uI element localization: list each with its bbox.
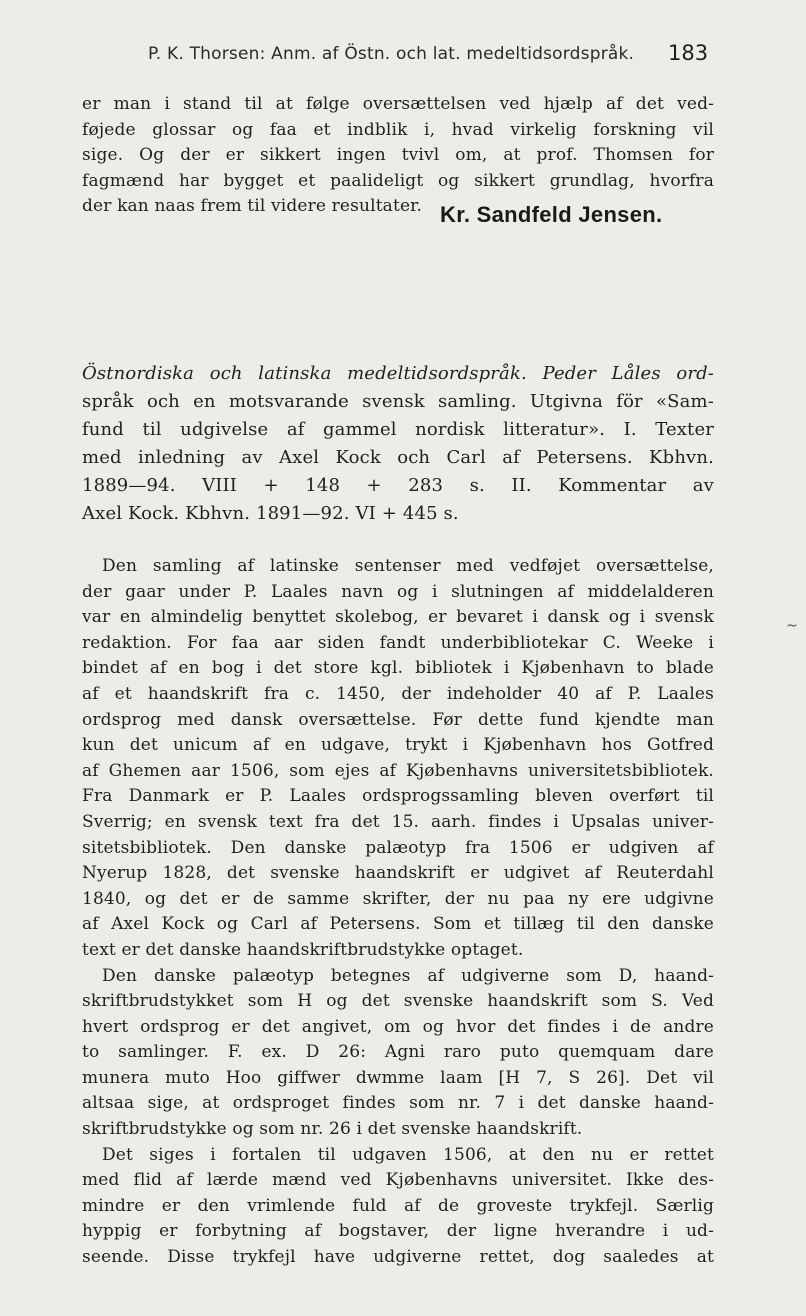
- text-line: Det siges i fortalen til udgaven 1506, at den nu er rettet: [102, 1144, 714, 1165]
- text-line: af Ghemen aar 1506, som ejes af Kjøbenhavns universitetsbibliotek.: [82, 760, 714, 781]
- text-line: Den samling af latinske sentenser med vedføjet oversættelse,: [102, 556, 714, 576]
- text-line: skriftbrudstykket som H og det svenske haandskrift som S. Ved: [82, 991, 714, 1012]
- text-line: Den danske palæotyp betegnes af udgiverne som D, haand-: [102, 965, 714, 986]
- text-line: mindre er den vrimlende fuld af de groveste trykfejl. Særlig: [82, 1195, 714, 1216]
- text-line: Fra Danmark er P. Laales ordsprogssamling bleven overført til: [82, 786, 714, 807]
- page-number: 183: [668, 41, 709, 65]
- heading-line: fund til udgivelse af gammel nordisk litteratur». I. Texter: [82, 419, 714, 440]
- review-body: [82, 554, 714, 1271]
- heading-line: språk och en motsvarande svensk samling. Utgivna för «Sam-: [82, 391, 714, 412]
- text-line: hvert ordsprog er det angivet, om og hvor det findes i de andre: [82, 1016, 714, 1037]
- closing-paragraph: [82, 92, 714, 220]
- text-line: altsaa sige, at ordsproget findes som nr. 7 i det danske haand-: [82, 1093, 714, 1114]
- text-line: ordsprog med dansk oversættelse. Før dette fund kjendte man: [82, 709, 714, 730]
- work-title: Östnordiska och latinska medeltidsordspråk. Peder Låles ord-: [82, 363, 714, 384]
- text-line: seende. Disse trykfejl have udgiverne rettet, dog saaledes at: [82, 1247, 714, 1268]
- text-line: kun det unicum af en udgave, trykt i Kjøbenhavn hos Gotfred: [82, 735, 714, 756]
- text-line: er man i stand til at følge oversættelsen ved hjælp af det ved-: [82, 94, 714, 114]
- text-line: munera muto Hoo giffwer dwmme laam [H 7, S 26]. Det vil: [82, 1067, 714, 1088]
- heading-line: Axel Kock. Kbhvn. 1891—92. VI + 445 s.: [82, 503, 459, 524]
- review-heading: [82, 360, 714, 528]
- text-line: sige. Og der er sikkert ingen tvivl om, at prof. Thomsen for: [82, 145, 714, 166]
- text-line: føjede glossar og faa et indblik i, hvad virkelig forskning vil: [82, 119, 714, 140]
- text-line: to samlinger. F. ex. D 26: Agni raro puto quemquam dare: [82, 1042, 714, 1063]
- text-line: skriftbrudstykke og som nr. 26 i det svenske haandskrift.: [82, 1119, 583, 1140]
- text-line: text er det danske haandskriftbrudstykke optaget.: [82, 939, 524, 960]
- text-line: sitetsbibliotek. Den danske palæotyp fra 1506 er udgiven af: [82, 837, 714, 858]
- text-line: der gaar under P. Laales navn og i slutningen af middelalderen: [82, 581, 714, 602]
- running-head: P. K. Thorsen: Anm. af Östn. och lat. medeltidsordspråk.: [148, 44, 635, 64]
- heading-line: med inledning av Axel Kock och Carl af Petersens. Kbhvn.: [82, 447, 714, 468]
- margin-mark: ~: [786, 618, 798, 634]
- text-line: var en almindelig benyttet skolebog, er bevaret i dansk og i svensk: [82, 607, 714, 628]
- text-line: Nyerup 1828, det svenske haandskrift er udgivet af Reuterdahl: [82, 863, 714, 884]
- text-line: bindet af en bog i det store kgl. bibliotek i Kjøbenhavn to blade: [82, 658, 714, 679]
- heading-line: 1889—94. VIII + 148 + 283 s. II. Kommentar av: [82, 475, 714, 496]
- text-line: hyppig er forbytning af bogstaver, der ligne hverandre i ud-: [82, 1221, 714, 1242]
- text-line: af et haandskrift fra c. 1450, der indeholder 40 af P. Laales: [82, 683, 714, 704]
- heading-line: [82, 360, 714, 388]
- text-line: af Axel Kock og Carl af Petersens. Som et tillæg til den danske: [82, 914, 714, 935]
- text-line: der kan naas frem til videre resultater.: [82, 196, 423, 217]
- reviewer-signature: Kr. Sandfeld Jensen.: [440, 202, 663, 227]
- text-line: redaktion. For faa aar siden fandt underbibliotekar C. Weeke i: [82, 632, 714, 653]
- text-line: 1840, og det er de samme skrifter, der nu paa ny ere udgivne: [82, 888, 714, 909]
- text-line: fagmænd har bygget et paalideligt og sikkert grundlag, hvorfra: [82, 170, 714, 191]
- text-line: med flid af lærde mænd ved Kjøbenhavns universitet. Ikke des-: [82, 1170, 714, 1191]
- text-line: Sverrig; en svensk text fra det 15. aarh. findes i Upsalas univer-: [82, 811, 714, 832]
